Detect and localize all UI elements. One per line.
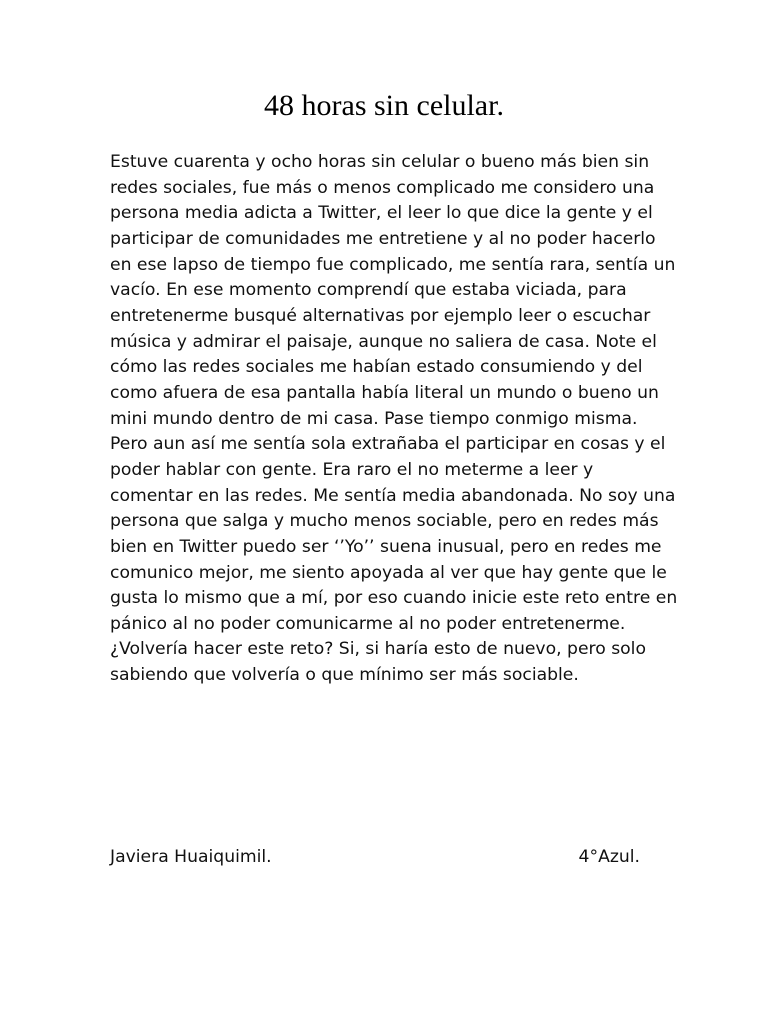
body-line: en ese lapso de tiempo fue complicado, me sentía rara, sentía un (110, 254, 676, 275)
body-line: Pero aun así me sentía sola extrañaba el participar en cosas y el (110, 434, 666, 455)
body-line: ¿Volvería hacer este reto? Si, si haría esto de nuevo, pero solo (110, 639, 646, 660)
body-line: gusta lo mismo que a mí, por eso cuando inicie este reto entre en (110, 588, 678, 609)
body-line: cómo las redes sociales me habían estado consumiendo y del (110, 357, 643, 378)
body-line: comentar en las redes. Me sentía media abandonada. No soy una (110, 485, 676, 506)
document-body (110, 150, 680, 689)
body-line: persona que salga y mucho menos sociable, pero en redes más (110, 511, 659, 532)
body-line: pánico al no poder comunicarme al no poder entretenerme. (110, 613, 626, 634)
body-line: comunico mejor, me siento apoyada al ver que hay gente que le (110, 562, 667, 583)
body-line: redes sociales, fue más o menos complicado me considero una (110, 177, 655, 198)
body-line: sabiendo que volvería o que mínimo ser más sociable. (110, 665, 579, 686)
body-line: poder hablar con gente. Era raro el no meterme a leer y (110, 459, 594, 480)
body-line: bien en Twitter puedo ser ‘’Yo’’ suena inusual, pero en redes me (110, 536, 662, 557)
body-line: vacío. En ese momento comprendí que estaba viciada, para (110, 280, 627, 301)
body-line: entretenerme busqué alternativas por ejemplo leer o escuchar (110, 305, 651, 326)
document-title: 48 horas sin celular. (264, 89, 504, 122)
class-grade: 4°Azul. (578, 847, 640, 867)
body-line: mini mundo dentro de mi casa. Pase tiempo conmigo misma. (110, 408, 638, 429)
body-line: participar de comunidades me entretiene y al no poder hacerlo (110, 228, 656, 249)
body-line: música y admirar el paisaje, aunque no saliera de casa. Note el (110, 331, 657, 352)
author-name: Javiera Huaiquimil. (110, 847, 272, 867)
body-line: persona media adicta a Twitter, el leer lo que dice la gente y el (110, 203, 653, 224)
body-line: como afuera de esa pantalla había literal un mundo o bueno un (110, 382, 659, 403)
body-line: Estuve cuarenta y ocho horas sin celular o bueno más bien sin (110, 152, 650, 172)
